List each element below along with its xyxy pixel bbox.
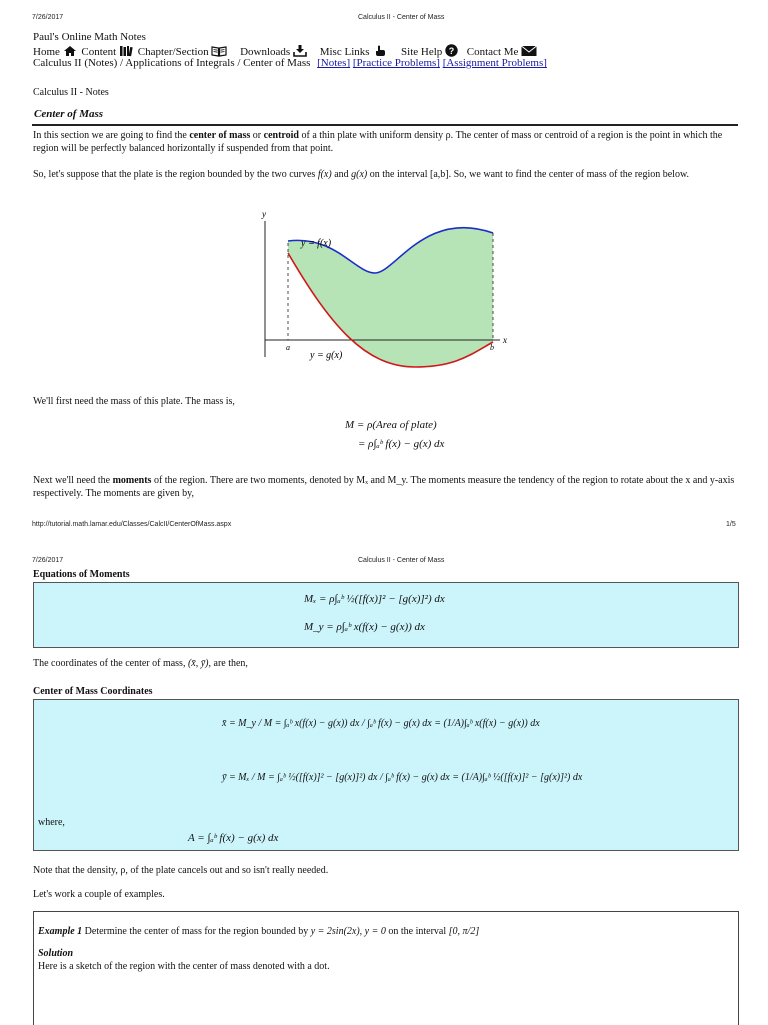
- nav-downloads[interactable]: Downloads: [240, 46, 307, 58]
- example-box: [33, 911, 739, 1025]
- nav-chapter[interactable]: Chapter/Section: [138, 46, 228, 58]
- nav-misc[interactable]: Misc Links: [320, 46, 387, 58]
- notes-link[interactable]: [Notes]: [317, 57, 351, 69]
- fig-b-label: b: [490, 343, 494, 352]
- fig-x-label: x: [503, 335, 507, 345]
- where-label: where,: [38, 817, 65, 828]
- region-figure: [255, 205, 525, 380]
- download-icon: [293, 45, 307, 57]
- svg-text:?: ?: [448, 46, 455, 56]
- books-icon: [119, 45, 133, 57]
- solution-label: Solution: [38, 948, 74, 959]
- moments-box-title: Equations of Moments: [33, 569, 130, 580]
- com-box-title: Center of Mass Coordinates: [33, 686, 153, 697]
- page2-title: Calculus II - Center of Mass: [358, 557, 445, 564]
- mass-formula-line1: M = ρ(Area of plate): [345, 419, 437, 431]
- fig-f-label: y = f(x): [301, 238, 332, 249]
- xbar-formula: x̄ = M_y / M = ∫ₐᵇ x(f(x) − g(x)) dx / ∫ₐᵇ f(x) − g(x) dx = (1/A)∫ₐᵇ x(f(x) − g(x)) dx: [222, 718, 540, 729]
- envelope-icon: [521, 45, 537, 57]
- solution-text: Here is a sketch of the region with the center of mass denoted with a dot.: [38, 961, 330, 972]
- moments-paragraph: Next we'll need the moments of the region. There are two moments, denoted by Mₓ and M_y. The moments measure the tendency of the region to rotate about the x and y-axis respectively. The moments are given by,: [33, 475, 735, 499]
- practice-problems-link[interactable]: [Practice Problems]: [352, 57, 440, 69]
- nav-contact[interactable]: Contact Me: [467, 46, 537, 58]
- help-icon: [445, 44, 458, 57]
- page2-date: 7/26/2017: [32, 557, 64, 564]
- section-title: Center of Mass: [34, 108, 104, 120]
- mass-intro: We'll first need the mass of this plate. The mass is,: [33, 396, 235, 407]
- fig-g-label: y = g(x): [310, 350, 343, 361]
- fig-y-label: y: [262, 209, 266, 219]
- moments-box: [33, 582, 739, 648]
- open-book-icon: [211, 45, 227, 57]
- intro-paragraph: In this section we are going to find the center of mass or centroid of a thin plate with uniform density ρ. The center of mass or centroid of a region is the point in which the region will be perfectly balanced horizontally if suspended from that point.: [33, 130, 723, 154]
- nav-help[interactable]: Site Help ?: [401, 46, 458, 58]
- mass-formula-line2: = ρ∫ₐᵇ f(x) − g(x) dx: [358, 438, 445, 450]
- subject-heading: Calculus II - Notes: [33, 87, 109, 98]
- my-formula: M_y = ρ∫ₐᵇ x(f(x) − g(x)) dx: [304, 621, 425, 633]
- fig-a-label: a: [286, 343, 290, 352]
- examples-intro: Let's work a couple of examples.: [33, 889, 165, 900]
- com-box: [33, 699, 739, 851]
- mx-formula: Mₓ = ρ∫ₐᵇ ½([f(x)]² − [g(x)]²) dx: [304, 593, 445, 605]
- print-date: 7/26/2017: [32, 14, 64, 21]
- example-statement: Example 1 Determine the center of mass for the region bounded by y = 2sin(2x), y = 0 on the interval [0, π/2]: [38, 926, 480, 937]
- site-name: Paul's Online Math Notes: [33, 31, 146, 43]
- ybar-formula: ȳ = Mₓ / M = ∫ₐᵇ ½([f(x)]² − [g(x)]²) dx / ∫ₐᵇ f(x) − g(x) dx = (1/A)∫ₐᵇ ½([f(x)]² − [g(x)]²) dx: [222, 772, 583, 783]
- home-icon: [63, 45, 77, 57]
- assignment-problems-link[interactable]: [Assignment Problems]: [442, 57, 547, 69]
- nav-content[interactable]: Content: [81, 46, 133, 58]
- print-title: Calculus II - Center of Mass: [358, 14, 445, 21]
- footer-url: http://tutorial.math.lamar.edu/Classes/CalcII/CenterOfMass.aspx: [32, 521, 232, 528]
- breadcrumb: Calculus II (Notes) / Applications of Integrals / Center of Mass [Notes] [Practice Problems] [Assignment Problems]: [33, 57, 547, 69]
- section-rule: [32, 124, 738, 126]
- nav-home[interactable]: Home: [33, 46, 77, 58]
- region-paragraph: So, let's suppose that the plate is the region bounded by the two curves f(x) and g(x) on the interval [a,b]. So, we want to find the center of mass of the region below.: [33, 169, 690, 180]
- pointing-hand-icon: [372, 45, 386, 57]
- area-formula: A = ∫ₐᵇ f(x) − g(x) dx: [188, 832, 279, 844]
- coords-intro: The coordinates of the center of mass, (x̄, ȳ), are then,: [33, 658, 248, 669]
- density-note: Note that the density, ρ, of the plate cancels out and so isn't really needed.: [33, 865, 329, 876]
- footer-page-number: 1/5: [726, 521, 736, 528]
